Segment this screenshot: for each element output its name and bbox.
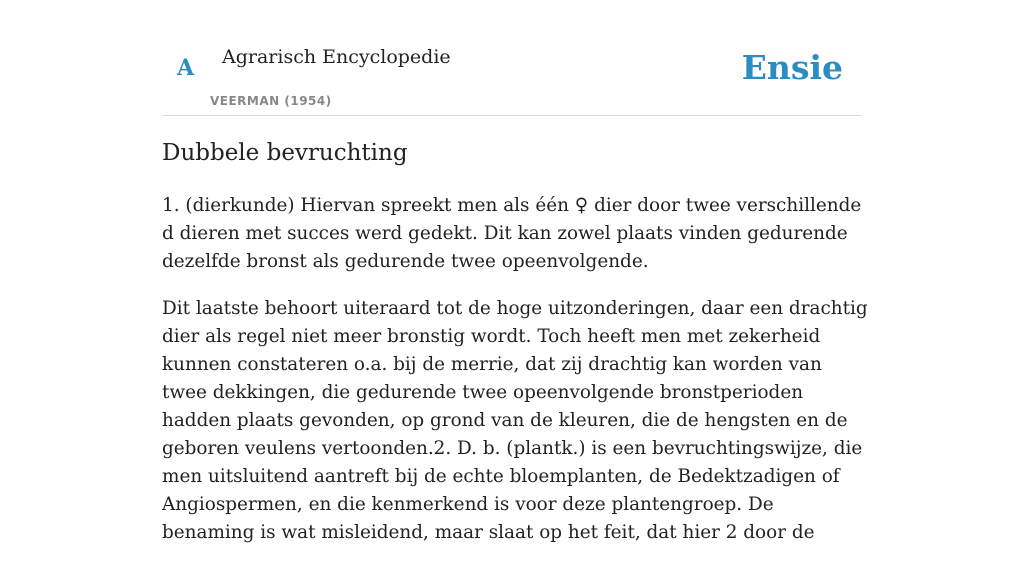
entry-title: Dubbele bevruchting [162, 140, 408, 166]
article-paragraph: 1. (dierkunde) Hiervan spreekt men als één ♀ dier door twee verschillende d dieren met succes werd gedekt. Dit kan zowel plaats vinden gedurende dezelfde bronst als gedurende twee opeenvolgende. [162, 195, 862, 272]
index-letter-link[interactable]: A [177, 55, 195, 81]
header [162, 0, 862, 116]
book-title-link[interactable]: Agrarisch Encyclopedie [222, 46, 451, 68]
article-paragraph: Dit laatste behoort uiteraard tot de hoge uitzonderingen, daar een drachtig dier als regel niet meer bronstig wordt. Toch heeft men met zekerheid kunnen constateren o.a. bij de merrie, dat zij drachtig kan worden van twee dekkingen, die gedurende twee opeenvolgende bronstperioden hadden plaats gevonden, op grond van de kleuren, die de hengsten en de geboren veulens vertoonden.2. D. b. (plantk.) is een bevruchtingswijze, die men uitsluitend aantreft bij de echte bloemplanten, de Bedektzadigen of Angiospermen, en die kenmerkend is voor deze plantengroep. De benaming is wat misleidend, maar slaat op het feit, dat hier 2 door de [162, 298, 868, 543]
article-body [162, 192, 868, 566]
ensie-logo-link[interactable]: Ensie [741, 48, 843, 87]
page [162, 0, 868, 543]
book-meta: VEERMAN (1954) [210, 94, 332, 108]
